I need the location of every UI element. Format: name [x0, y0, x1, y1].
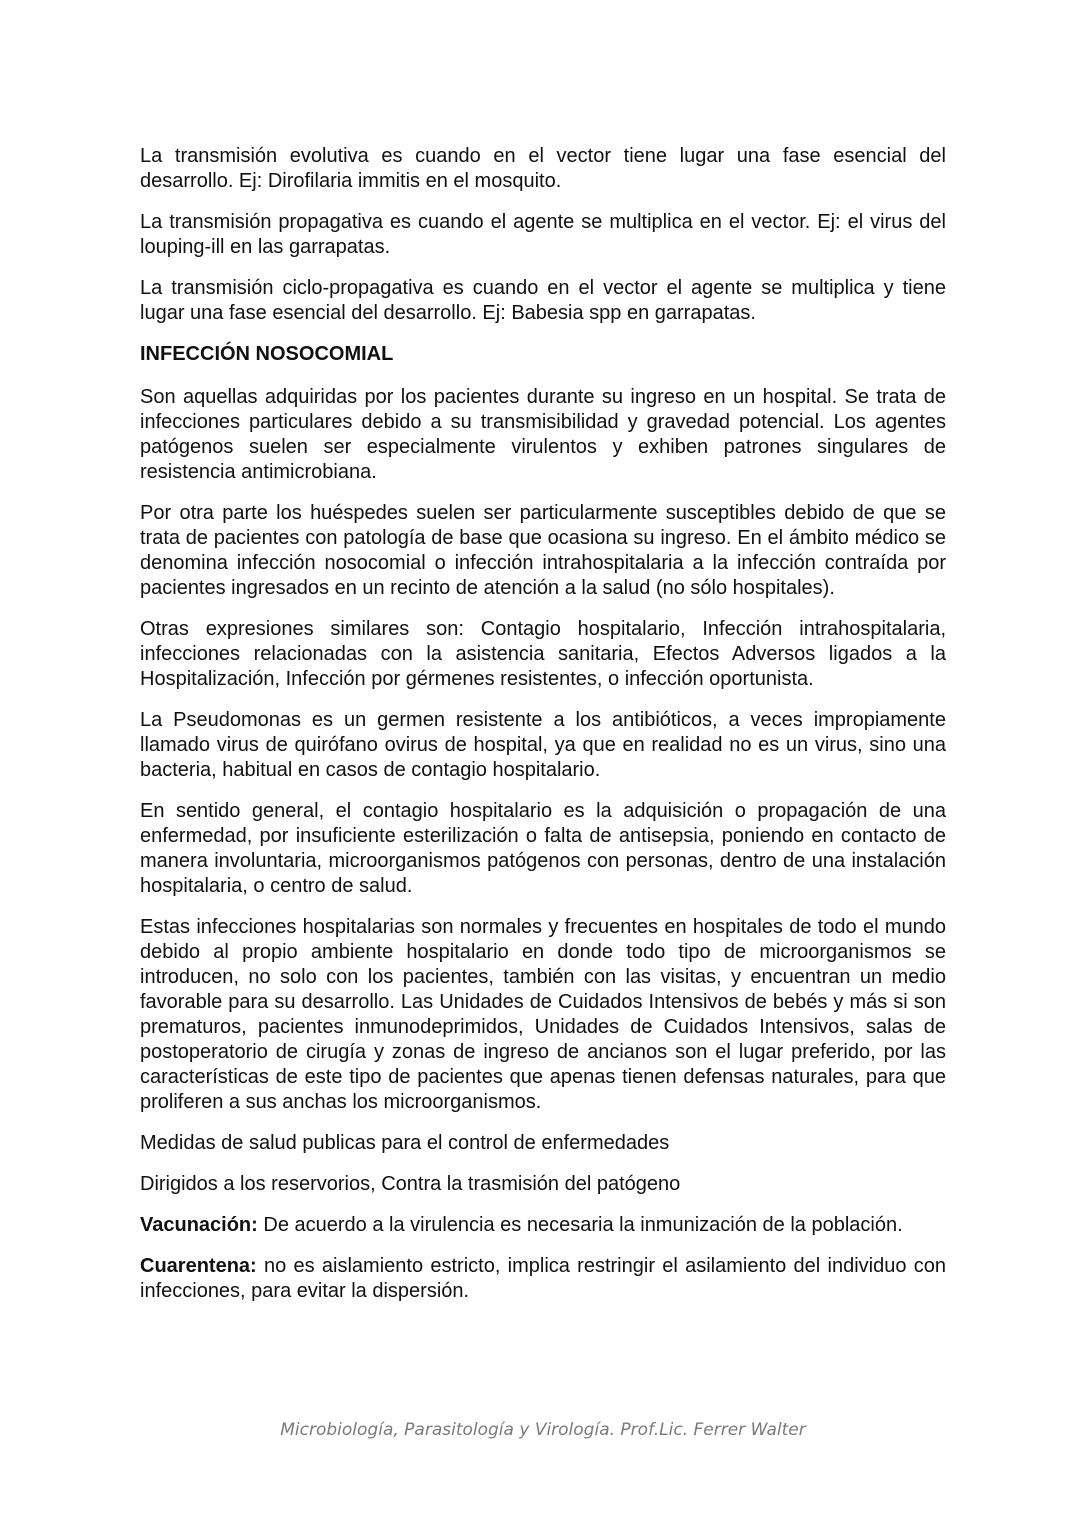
- paragraph-medidas-dirigidas: Dirigidos a los reservorios, Contra la trasmisión del patógeno: [140, 1173, 681, 1195]
- paragraph-transmision-ciclo-propagativa: La transmisión ciclo-propagativa es cuando en el vector el agente se multiplica y tiene lugar una fase esencial del desarrollo. Ej: Babesia spp en garrapatas.: [140, 277, 946, 324]
- section-heading-infeccion-nosocomial: INFECCIÓN NOSOCOMIAL: [140, 343, 394, 365]
- paragraph-infecciones-hospitalarias: Estas infecciones hospitalarias son normales y frecuentes en hospitales de todo el mundo debido al propio ambiente hospitalario en donde todo tipo de microorganismos se introducen, no solo con los pacientes, también con las visitas, y encuentran un medio favorable para su desarrollo. Las Unidades de Cuidados Intensivos de bebés y más si son prematuros, pacientes inmunodeprimidos, Unidades de Cuidados Intensivos, salas de postoperatorio de cirugía y zonas de ingreso de ancianos son el lugar preferido, por las características de este tipo de pacientes que apenas tienen defensas naturales, para que proliferen a sus anchas los microorganismos.: [140, 916, 946, 1113]
- page-footer: Microbiología, Parasitología y Virología. Prof.Lic. Ferrer Walter: [280, 1420, 806, 1440]
- text-cuarentena: no es aislamiento estricto, implica restringir el asilamiento del individuo con infecciones, para evitar la dispersión.: [140, 1255, 946, 1302]
- term-cuarentena: Cuarentena:: [140, 1255, 257, 1277]
- term-vacunacion: Vacunación:: [140, 1214, 258, 1236]
- paragraph-huespedes: Por otra parte los huéspedes suelen ser particularmente susceptibles debido de que se trata de pacientes con patología de base que ocasiona su ingreso. En el ámbito médico se denomina infección nosocomial o infección intrahospitalaria a la infección contraída por pacientes ingresados en un recinto de atención a la salud (no sólo hospitales).: [140, 502, 946, 599]
- paragraph-cuarentena: [140, 1254, 946, 1304]
- paragraph-pseudomonas: La Pseudomonas es un germen resistente a los antibióticos, a veces impropiamente llamado virus de quirófano ovirus de hospital, ya que en realidad no es un virus, sino una bacteria, habitual en casos de contagio hospitalario.: [140, 709, 946, 781]
- text-vacunacion: De acuerdo a la virulencia es necesaria la inmunización de la población.: [257, 1214, 903, 1236]
- paragraph-contagio-hospitalario: En sentido general, el contagio hospitalario es la adquisición o propagación de una enfermedad, por insuficiente esterilización o falta de antisepsia, poniendo en contacto de manera involuntaria, microorganismos patógenos con personas, dentro de una instalación hospitalaria, o centro de salud.: [140, 800, 946, 897]
- paragraph-vacunacion: [140, 1213, 946, 1238]
- paragraph-expresiones-similares: Otras expresiones similares son: Contagio hospitalario, Infección intrahospitalaria, infecciones relacionadas con la asistencia sanitaria, Efectos Adversos ligados a la Hospitalización, Infección por gérmenes resistentes, o infección oportunista.: [140, 618, 946, 690]
- document-body: [140, 144, 946, 1320]
- paragraph-transmision-evolutiva: La transmisión evolutiva es cuando en el vector tiene lugar una fase esencial del desarrollo. Ej: Dirofilaria immitis en el mosquito.: [140, 145, 946, 192]
- paragraph-transmision-propagativa: La transmisión propagativa es cuando el agente se multiplica en el vector. Ej: el virus del louping-ill en las garrapatas.: [140, 211, 946, 258]
- paragraph-nosocomial-definicion: Son aquellas adquiridas por los pacientes durante su ingreso en un hospital. Se trata de infecciones particulares debido a su transmisibilidad y gravedad potencial. Los agentes patógenos suelen ser especialmente virulentos y exhiben patrones singulares de resistencia antimicrobiana.: [140, 386, 946, 483]
- paragraph-medidas-salud: Medidas de salud publicas para el control de enfermedades: [140, 1132, 670, 1154]
